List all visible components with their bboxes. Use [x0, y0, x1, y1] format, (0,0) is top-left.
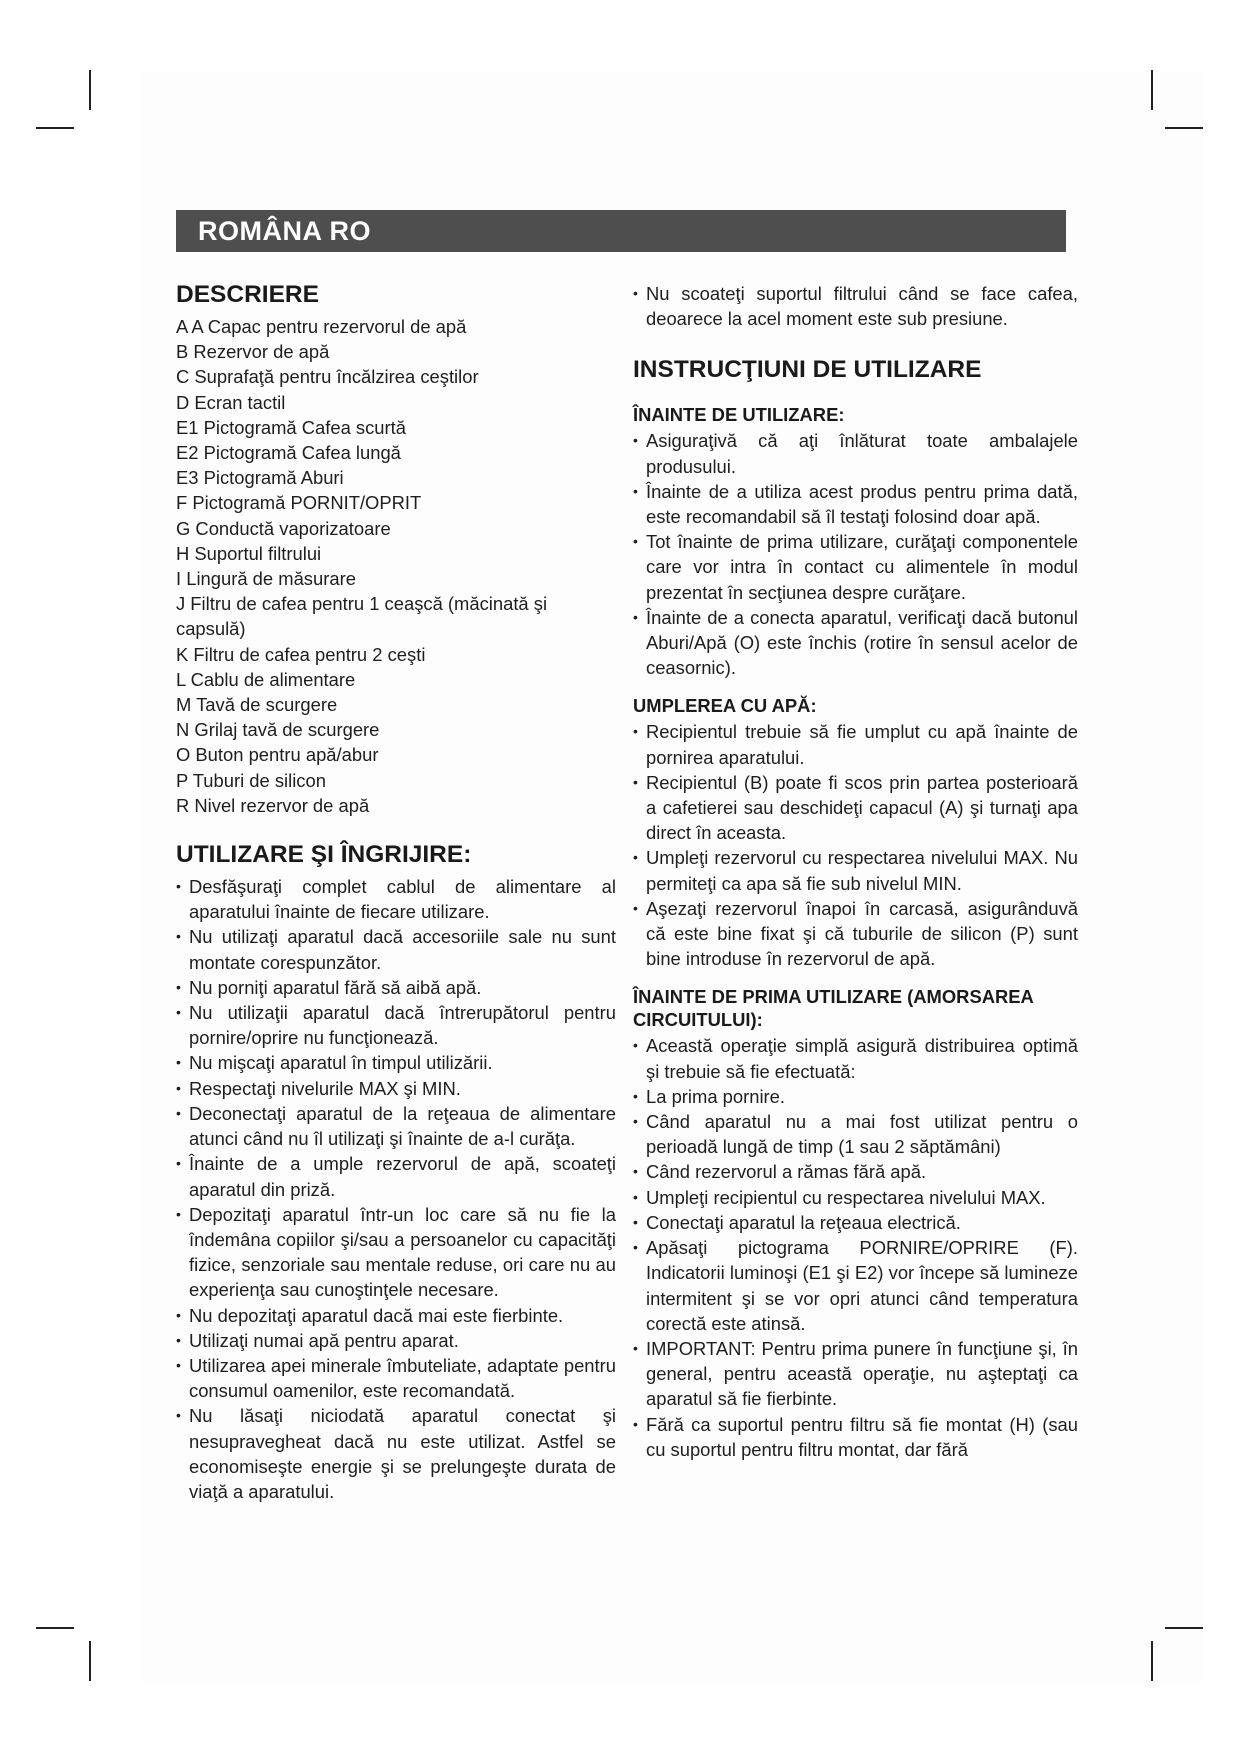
parts-list-item: L Cablu de alimentare	[176, 668, 356, 690]
bullet-item: • Înainte de a utiliza acest produs pentru prima dată, este recomandabil să îl testaţi folosind doar apă.	[633, 479, 1078, 529]
crop-mark-top-right-vertical	[1151, 70, 1153, 110]
crop-mark-bottom-left-horizontal	[36, 1627, 74, 1629]
umplerea-heading: UMPLEREA CU APĂ:	[633, 695, 817, 717]
bullet-item: • Recipientul (B) poate fi scos prin partea posterioară a cafetierei sau deschideţi capacul (A) şi turnaţi apa direct în aceasta.	[633, 770, 1078, 846]
parts-list-item: B Rezervor de apă	[176, 341, 330, 363]
inainte-de-utilizare-heading: ÎNAINTE DE UTILIZARE:	[633, 404, 845, 426]
bullet-item: • Nu lăsaţi niciodată aparatul conectat şi nesupravegheat dacă nu este utilizat. Astfel se economiseşte energie şi se prelungeşte durata de viaţă a aparatului.	[176, 1403, 616, 1504]
bullet-item: • Nu utilizaţii aparatul dacă întrerupătorul pentru pornire/oprire nu funcţionează.	[176, 1000, 616, 1050]
bullet-item: • Conectaţi aparatul la reţeaua electrică.	[633, 1210, 1078, 1235]
parts-list-item: P Tuburi de silicon	[176, 769, 326, 791]
bullet-item: • Respectaţi nivelurile MAX şi MIN.	[176, 1076, 616, 1101]
parts-list-item: E1 Pictogramă Cafea scurtă	[176, 416, 406, 438]
bullet-item: • Nu mişcaţi aparatul în timpul utilizării.	[176, 1050, 616, 1075]
parts-list-item: G Conductă vaporizatoare	[176, 517, 391, 539]
language-title: ROMÂNA RO	[198, 216, 371, 246]
bullet-item: • Recipientul trebuie să fie umplut cu apă înainte de pornirea aparatului.	[633, 719, 1078, 769]
bullet-item: • Depozitaţi aparatul într-un loc care să nu fie la îndemâna copiilor şi/sau a persoanelor cu capacităţi fizice, senzoriale sau mentale reduse, ori care nu au experienţa sau cunoştinţele necesare.	[176, 1202, 616, 1303]
bullet-item: • Când rezervorul a rămas fără apă.	[633, 1159, 1078, 1184]
right-column	[633, 281, 1078, 1462]
crop-mark-top-left-vertical	[89, 70, 91, 110]
bullet-item: • Aşezaţi rezervorul înapoi în carcasă, asigurânduvă că este bine fixat şi că tuburile de silicon (P) sunt bine introduse în rezervorul de apă.	[633, 896, 1078, 972]
bullet-item: • Înainte de a conecta aparatul, verificaţi dacă butonul Aburi/Apă (O) este închis (rotire în sensul acelor de ceasornic).	[633, 605, 1078, 681]
parts-list-item: J Filtru de cafea pentru 1 ceaşcă (măcinată şi capsulă)	[176, 593, 548, 640]
parts-list-item: M Tavă de scurgere	[176, 694, 338, 716]
bullet-item: • Apăsaţi pictograma PORNIRE/OPRIRE (F). Indicatorii luminoşi (E1 şi E2) vor începe să lumineze intermitent şi se vor opri atunci când temperatura corectă este atinsă.	[633, 1235, 1078, 1336]
bullet-item: • Nu utilizaţi aparatul dacă accesoriile sale nu sunt montate corespunzător.	[176, 924, 616, 974]
bullet-item: • Umpleţi rezervorul cu respectarea nivelului MAX. Nu permiteţi ca apa să fie sub nivelul MIN.	[633, 845, 1078, 895]
bullet-item: • IMPORTANT: Pentru prima punere în funcţiune şi, în general, pentru această operaţie, nu aşteptaţi ca aparatul să fie fierbinte.	[633, 1336, 1078, 1412]
crop-mark-bottom-right-horizontal	[1165, 1627, 1203, 1629]
parts-list-item: D Ecran tactil	[176, 391, 286, 413]
crop-mark-bottom-left-vertical	[89, 1641, 91, 1681]
bullet-item: • Utilizarea apei minerale îmbuteliate, adaptate pentru consumul oamenilor, este recomandată.	[176, 1353, 616, 1403]
bullet-item: • Deconectaţi aparatul de la reţeaua de alimentare atunci când nu îl utilizaţi şi înainte de a-l curăţa.	[176, 1101, 616, 1151]
parts-list-item: A A Capac pentru rezervorul de apă	[176, 316, 467, 337]
parts-list-item: O Buton pentru apă/abur	[176, 744, 379, 766]
parts-list-item: E3 Pictogramă Aburi	[176, 467, 344, 489]
parts-list-item: K Filtru de cafea pentru 2 ceşti	[176, 643, 426, 665]
bullet-item: • Nu depozitaţi aparatul dacă mai este fierbinte.	[176, 1303, 616, 1328]
right-intro-list	[633, 281, 1078, 331]
bullet-item: • Asiguraţivă că aţi înlăturat toate ambalajele produsului.	[633, 428, 1078, 478]
parts-list-item: R Nivel rezervor de apă	[176, 794, 370, 816]
left-column	[176, 280, 616, 1504]
language-header-bar	[176, 210, 1066, 252]
inainte-list	[633, 428, 1078, 680]
bullet-item: • Nu porniţi aparatul fără să aibă apă.	[176, 975, 616, 1000]
parts-list-item: F Pictogramă PORNIT/OPRIT	[176, 492, 422, 514]
bullet-item: • Înainte de a umple rezervorul de apă, scoateţi aparatul din priză.	[176, 1151, 616, 1201]
crop-mark-top-right-horizontal	[1165, 127, 1203, 129]
umplerea-list	[633, 719, 1078, 971]
parts-list	[176, 314, 616, 818]
bullet-item: • Când aparatul nu a mai fost utilizat pentru o perioadă lungă de timp (1 sau 2 săptămâni)	[633, 1109, 1078, 1159]
bullet-item: • Desfăşuraţi complet cablul de alimentare al aparatului înainte de fiecare utilizare.	[176, 874, 616, 924]
bullet-item: • Această operaţie simplă asigură distribuirea optimă şi trebuie să fie efectuată:	[633, 1033, 1078, 1083]
utilizare-heading: UTILIZARE ŞI ÎNGRIJIRE:	[176, 841, 472, 869]
descriere-heading: DESCRIERE	[176, 281, 319, 308]
parts-list-item: I Lingură de măsurare	[176, 568, 356, 590]
parts-list-item: C Suprafaţă pentru încălzirea ceştilor	[176, 366, 479, 388]
bullet-item: • Tot înainte de prima utilizare, curăţaţi componentele care vor intra în contact cu alimentele în modul prezentat în secţiunea despre curăţare.	[633, 529, 1078, 605]
bullet-item: • La prima pornire.	[633, 1084, 1078, 1109]
parts-list-item: N Grilaj tavă de scurgere	[176, 719, 380, 741]
crop-mark-top-left-horizontal	[36, 127, 74, 129]
parts-list-item: H Suportul filtrului	[176, 542, 322, 564]
prima-utilizare-heading: ÎNAINTE DE PRIMA UTILIZARE (AMORSAREA CIRCUITULUI):	[633, 986, 1034, 1031]
bullet-item: • Nu scoateţi suportul filtrului când se face cafea, deoarece la acel moment este sub presiune.	[633, 281, 1078, 331]
crop-mark-bottom-right-vertical	[1151, 1641, 1153, 1681]
bullet-item: • Utilizaţi numai apă pentru aparat.	[176, 1328, 616, 1353]
bullet-item: • Fără ca suportul pentru filtru să fie montat (H) (sau cu suportul pentru filtru montat, dar fără	[633, 1412, 1078, 1462]
bullet-item: • Umpleţi recipientul cu respectarea nivelului MAX.	[633, 1185, 1078, 1210]
parts-list-item: E2 Pictogramă Cafea lungă	[176, 442, 401, 464]
prima-utilizare-list	[633, 1033, 1078, 1461]
utilizare-list	[176, 874, 616, 1504]
instructiuni-heading: INSTRUCŢIUNI DE UTILIZARE	[633, 356, 982, 384]
